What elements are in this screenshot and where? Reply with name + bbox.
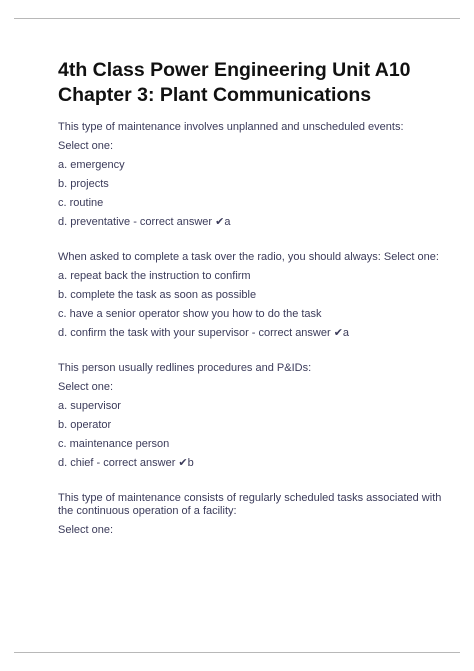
question-prompt: This type of maintenance involves unplanned and unscheduled events: [58, 121, 404, 133]
select-one-label: Select one: [58, 140, 114, 152]
question-prompt: This type of maintenance consists of regularly scheduled tasks associated with the continuous operation of a facility: [58, 492, 442, 517]
option-c: c. maintenance person [58, 438, 170, 450]
option-c: c. routine [58, 197, 104, 209]
question-prompt: When asked to complete a task over the radio, you should always: Select one: [58, 251, 439, 263]
option-d-answer: d. chief - correct answer ✔b [58, 457, 194, 469]
option-c: c. have a senior operator show you how to do the task [58, 308, 322, 320]
option-b: b. complete the task as soon as possible [58, 289, 257, 301]
option-a: a. emergency [58, 159, 125, 171]
question-2 [58, 251, 450, 340]
select-one-label: Select one: [58, 381, 114, 393]
option-b: b. projects [58, 178, 109, 190]
bottom-divider [14, 652, 460, 653]
option-a: a. repeat back the instruction to confirm [58, 270, 251, 282]
question-prompt: This person usually redlines procedures and P&IDs: [58, 362, 312, 374]
question-1 [58, 121, 450, 229]
option-d-answer: d. confirm the task with your supervisor - correct answer ✔a [58, 327, 350, 339]
option-a: a. supervisor [58, 400, 121, 412]
question-4 [58, 492, 450, 537]
document-body [58, 121, 450, 537]
question-3 [58, 362, 450, 470]
top-divider [14, 18, 460, 19]
document-title: 4th Class Power Engineering Unit A10 Chapter 3: Plant Communications [58, 59, 411, 106]
select-one-label: Select one: [58, 524, 114, 536]
option-d-answer: d. preventative - correct answer ✔a [58, 216, 231, 228]
option-b: b. operator [58, 419, 112, 431]
